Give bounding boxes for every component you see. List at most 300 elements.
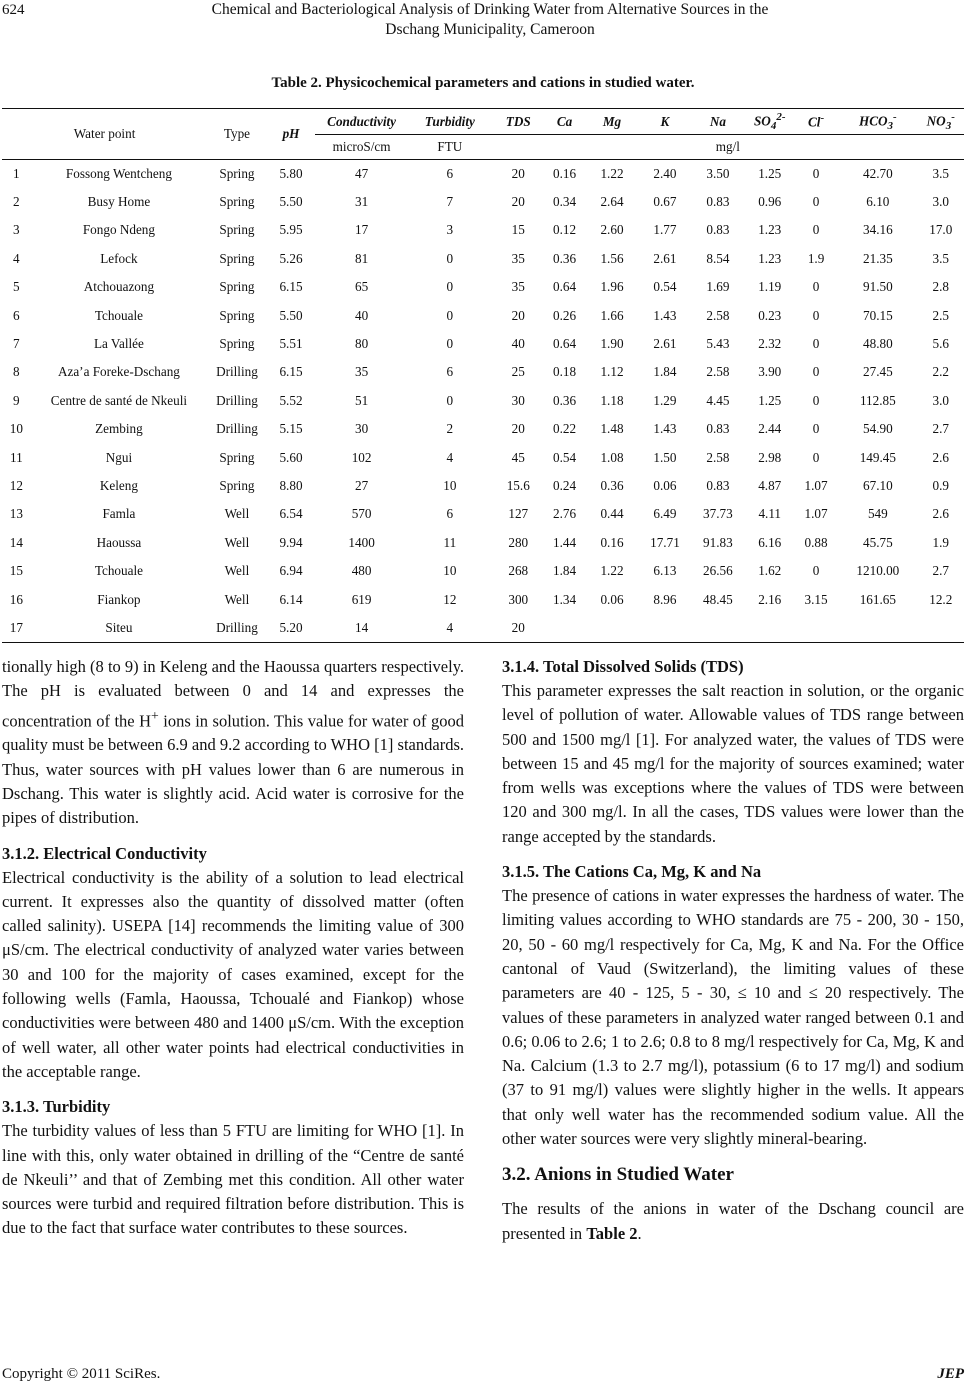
table-cell: 1.50 [653,449,677,465]
header-tds: TDS [505,113,531,129]
table-cell: 6 [446,165,454,181]
table-row [2,245,964,273]
row-index: 2 [13,194,20,210]
table-cell: 5.15 [279,421,303,437]
table-cell: Spring [219,279,255,295]
table-cell: 0.64 [553,336,577,352]
table-cell: 0.24 [553,477,577,493]
table-cell: 1.84 [553,563,577,579]
table-cell: Well [224,591,250,607]
page-number: 624 [2,2,25,18]
heading-3-1-2: 3.1.2. Electrical Conductivity [2,843,207,863]
paragraph-cations: The presence of cations in water expresses the hardness of water. The limiting values according to WHO standards are 75 - 200, 30 - 150, 20, 50 - 60 mg/l respectively for Ca, Mg, K and Na. For the Office cantonal of Vaud (Switzerland), the limiting values of these parameters are 40 - 125, 5 - 30, ≤ 10 and ≤ 20 respectively. The values of these parameters in analyzed water ranged between 0.1 and 0.6; 0.06 to 2.6; 1 to 2.6; 0.8 to 8 mg/l respectively for Ca, Mg, K and Na. Calcium (1.3 to 2.7 mg/l), potassium (6 to 17 mg/l) and sodium (37 to 91 mg/l) values were slightly higher in the wells. It appears that only well water has the recommended sodium value. All the other water sources were very slightly mineral-bearing. [502,886,964,1149]
row-index: 15 [9,563,23,579]
table-cell: 6.49 [653,506,677,522]
anions-text: The results of the anions in water of the Dschang council are presented in [502,1199,964,1243]
table-cell: 5.95 [279,222,303,238]
table-cell: 0.22 [553,421,577,437]
table-cell: 0 [812,336,820,352]
table-cell: 6.15 [279,279,303,295]
header-k: K [660,113,670,129]
table-cell: 26.56 [703,563,733,579]
table-cell: 9.94 [279,534,303,550]
table-cell: 3.5 [932,165,950,181]
table-cell: 0.06 [653,477,677,493]
table-cell: Drilling [216,421,258,437]
table-cell: 1.44 [553,534,577,550]
table-cell: 1.08 [600,449,624,465]
table-cell: 0.23 [758,307,782,323]
table-cell: 67.10 [863,477,893,493]
table-cell: 48.45 [703,591,733,607]
water-point-name: Haoussa [96,534,142,550]
water-point-name: Keleng [99,477,138,493]
table-cell: 0.06 [600,591,624,607]
table-cell: 6.94 [279,563,303,579]
table-cell: 6.16 [758,534,782,550]
table-row [2,614,964,642]
table-cell: 1.22 [600,563,624,579]
table-cell [640,614,691,642]
table-cell: 1.69 [706,279,730,295]
table-cell: 2.40 [653,165,677,181]
table-cell: 4 [446,619,454,635]
table-cell: 0 [446,307,454,323]
table-cell: Spring [219,250,255,266]
table-cell: 3.0 [932,392,950,408]
table-cell: 30 [511,392,525,408]
paragraph-anions [502,1197,964,1246]
table-cell: 8.54 [706,250,730,266]
table-row [2,387,964,415]
table-cell: 0.67 [653,194,677,210]
water-point-name: Atchouazong [83,279,155,295]
table-cell: 6 [446,364,454,380]
table-cell: 65 [355,279,369,295]
table-cell: 4.45 [706,392,730,408]
table-cell: 0.96 [758,194,782,210]
table-cell: 45 [511,449,525,465]
paragraph-turbidity: The turbidity values of less than 5 FTU are limiting for WHO [1]. In line with this, only water obtained in drilling of the “Centre de santé de Nkeuli’’ and that of Zembing met this condition. All other water sources were turbid and required filtration before distribution. This is due to the fact that surface water contributes to these sources. [2,1121,464,1238]
header-no3: $NO_3^-$ [926,110,955,133]
header-ph: pH [282,126,300,141]
table-cell: 1.25 [758,165,782,181]
table-cell: 6.10 [866,194,890,210]
header-turbidity: Turbidity [408,109,492,135]
table-row [2,188,964,216]
paragraph-ph: tionally high (8 to 9) in Keleng and the Haoussa quarters respectively. The pH is evaluated between 0 and 14 and expresses the concentration of the H+ ions in solution. This value for water of good quality must be between 6.9 and 9.2 according to WHO [1] standards. Thus, water sources with pH values lower than 6 are numerous in Dschang. This water is slightly acid. Acid water is corrosive for the pipes of distribution. [2,657,465,828]
heading-3-1-4: 3.1.4. Total Dissolved Solids (TDS) [502,657,744,676]
table-cell: 2.5 [932,307,950,323]
water-point-name: Tchouale [94,563,143,579]
table-cell: 3.15 [804,591,828,607]
table-cell [584,614,639,642]
table-cell: 280 [508,534,529,550]
footer-journal: JEP [937,1366,964,1382]
table-cell: 70.15 [863,307,893,323]
row-index: 10 [9,421,23,437]
table-cell: 0.9 [932,477,950,493]
header-na: Na [709,113,726,129]
table-cell: 12.2 [929,591,953,607]
header-conductivity: Conductivity [315,109,408,135]
table-cell: 27.45 [863,364,893,380]
unit-turbidity: FTU [437,139,463,154]
table-cell: 1.56 [600,250,624,266]
table-cell: 34.16 [863,222,893,238]
table-cell: 20 [511,421,525,437]
table-row [2,443,964,471]
table-cell: 1.25 [758,392,782,408]
table-caption: Table 2. Physicochemical parameters and cations in studied water. [271,75,695,91]
table-cell: Drilling [216,392,258,408]
table-row [2,415,964,443]
table-cell: 112.85 [859,392,896,408]
water-point-name: Centre de santé de Nkeuli [50,392,188,408]
table-cell: 12 [443,591,457,607]
header-ca: Ca [556,113,573,129]
water-point-name: Siteu [105,619,133,635]
table-cell: 0 [812,449,820,465]
table-cell: 0.36 [600,477,624,493]
table-cell: 6.15 [279,364,303,380]
table-cell: 2.60 [600,222,624,238]
row-index: 11 [9,449,23,465]
table-cell: 40 [511,336,525,352]
table-cell: 0.54 [553,449,577,465]
table-cell: 42.70 [863,165,893,181]
water-point-name: Tchouale [94,307,143,323]
table-cell: 7 [446,194,454,210]
table-cell: 0 [446,392,454,408]
table-cell: 127 [508,506,529,522]
table-cell: 2.98 [758,449,782,465]
table-cell: Spring [219,449,255,465]
table-cell: 1.23 [758,250,782,266]
table-cell: 0 [812,222,820,238]
table-cell: 300 [508,591,529,607]
table-cell: 1.22 [600,165,624,181]
table-cell: 6.14 [279,591,303,607]
row-index: 3 [13,222,20,238]
table-cell: 1.12 [600,364,624,380]
table-cell: 54.90 [863,421,893,437]
table-cell: 0 [446,279,454,295]
table-cell: 0.54 [653,279,677,295]
table-cell: Well [224,563,250,579]
water-point-name: Aza’a Foreke-Dschang [57,364,180,380]
table-cell: 35 [355,364,369,380]
table-cell: 47 [355,165,369,181]
table-cell: 0.36 [553,250,577,266]
table-cell: 5.6 [932,336,950,352]
table-cell: 5.52 [279,392,303,408]
table-cell: 1.96 [600,279,624,295]
table-cell: 17.0 [929,222,953,238]
row-index: 1 [13,165,20,181]
table-cell [838,614,917,642]
table-cell [745,614,794,642]
water-point-name: Fiankop [97,591,141,607]
table-cell: 17 [355,222,369,238]
table-row [2,160,964,188]
table-cell: 25 [511,364,525,380]
table-cell: 3.0 [932,194,950,210]
table-cell: 0.83 [706,477,730,493]
anions-end: . [637,1223,642,1243]
table-cell: 5.50 [279,194,303,210]
table-cell: 31 [355,194,369,210]
table-cell: 40 [355,307,369,323]
table-cell: 0.16 [553,165,577,181]
table-row [2,529,964,557]
table-row [2,358,964,386]
table-cell: 1.9 [932,534,950,550]
table-cell: 2.61 [653,336,677,352]
table-cell: 45.75 [863,534,893,550]
table-cell: 2.58 [706,364,730,380]
table-cell: 20 [511,165,525,181]
table-cell: 0.18 [553,364,577,380]
table-cell: 15.6 [506,477,530,493]
table-cell: 1.43 [653,307,677,323]
row-index: 5 [13,279,20,295]
table-cell: 0 [812,307,820,323]
table-cell: Spring [219,194,255,210]
table-cell: Spring [219,222,255,238]
table-cell: Drilling [216,619,258,635]
table-cell: 4 [446,449,454,465]
table-cell: 3.50 [706,165,730,181]
table-cell [545,614,585,642]
table-cell [794,614,838,642]
table-cell: 1.07 [804,506,828,522]
table-cell: 0 [812,364,820,380]
row-index: 7 [13,336,20,352]
table-cell: 48.80 [863,336,893,352]
table-row [2,330,964,358]
table-cell: 20 [511,194,525,210]
table-cell: 619 [351,591,372,607]
table-cell: 1.23 [758,222,782,238]
table-cell: 0 [812,165,820,181]
row-index: 9 [13,392,20,408]
table-cell: 5.50 [279,307,303,323]
table-cell: 2 [446,421,454,437]
table-cell: 0.44 [600,506,624,522]
table-cell: 10 [443,477,457,493]
table-body [2,160,964,643]
table-cell: Well [224,534,250,550]
table-cell: 2.6 [932,449,950,465]
header-so4: $SO_4^{2-}$ [753,110,786,133]
table-cell: 11 [443,534,457,550]
table-cell: Spring [219,307,255,323]
table-cell: 35 [511,279,525,295]
table-cell: 1.77 [653,222,677,238]
table-cell: 27 [355,477,369,493]
running-head-line-2: Dschang Municipality, Cameroon [385,21,595,38]
table-cell: 161.65 [859,591,896,607]
table-cell: 102 [351,449,372,465]
table-cell: 0.83 [706,222,730,238]
table-row [2,273,964,301]
table-cell: 30 [355,421,369,437]
table-cell: Well [224,506,250,522]
table-cell: 0 [812,392,820,408]
table-cell: 35 [511,250,525,266]
table-cell: 5.26 [279,250,303,266]
header-water-point: Water point [73,126,136,141]
table-cell: 4.87 [758,477,782,493]
table-cell: 1.48 [600,421,624,437]
table-cell: 0.83 [706,421,730,437]
heading-3-1-3: 3.1.3. Turbidity [2,1097,111,1117]
header-mg: Mg [602,113,622,129]
table-cell: Spring [219,336,255,352]
table-row [2,500,964,528]
row-index: 8 [13,364,20,380]
table-cell: 570 [351,506,372,522]
table-row [2,301,964,329]
table-cell: 0 [812,563,820,579]
table-cell: 1.29 [653,392,677,408]
paragraph-tds: This parameter expresses the salt reaction in solution, or the organic level of pollution of water. Allowable values of TDS range between 500 and 1500 mg/l [1]. For analyzed water, the values of TDS were between 15 and 45 mg/l for the majority of sources examined; water from wells was exceptions where the values of TDS were between 120 and 300 mg/l. In all the cases, TDS values were lower than the range accepted by the standards. [502,681,964,846]
table-cell: 0 [446,250,454,266]
table-cell [690,614,745,642]
table-cell: 1400 [348,534,375,550]
table-cell: 0 [812,421,820,437]
table-cell: 4.11 [758,506,782,522]
table-cell: 1.34 [553,591,577,607]
table-cell: 2.7 [932,563,950,579]
water-point-name: Zembing [95,421,143,437]
table-cell: 2.6 [932,506,950,522]
heading-3-1-5: 3.1.5. The Cations Ca, Mg, K and Na [502,862,762,882]
table-cell: 21.35 [863,250,893,266]
table-row [2,557,964,585]
table-cell: 1.07 [804,477,828,493]
table-cell: 0.36 [553,392,577,408]
table-cell: 3 [446,222,454,238]
table-cell: 1.19 [758,279,782,295]
water-point-name: Fossong Wentcheng [65,165,172,181]
table-cell: 0.34 [553,194,577,210]
table-cell: 0.16 [600,534,624,550]
water-point-name: La Vallée [93,336,144,352]
water-point-name: Famla [102,506,136,522]
table-cell: 2.58 [706,449,730,465]
water-point-name: Busy Home [87,194,151,210]
table-cell: 15 [511,222,525,238]
table-cell: 80 [355,336,369,352]
table-cell: 480 [351,563,372,579]
table-cell: 2.58 [706,307,730,323]
table-row [2,216,964,244]
left-column [2,655,464,1241]
row-index: 12 [9,477,23,493]
paragraph-conductivity: Electrical conductivity is the ability of a solution to lead electrical current. It expresses also the quantity of dissolved matter (often called salinity). USEPA [14] recommends the limiting value of 300 μS/cm. The electrical conductivity of analyzed water varies between 30 and 100 for the majority of cases examined, except for the following wells (Famla, Haoussa, Tchoualé and Fiankop) whose conductivities were between 480 and 1400 μS/cm. With the exception of well water, all other water points had electrical conductivities in the acceptable range. [2,867,464,1081]
table-cell: 2.44 [758,421,782,437]
table-cell: 3.5 [932,250,950,266]
table-cell: 1.62 [758,563,782,579]
table-cell: 1.9 [807,250,825,266]
table-row [2,585,964,613]
table-cell: 20 [511,307,525,323]
table-cell: 20 [511,619,525,635]
table-cell: 1.84 [653,364,677,380]
right-column [502,655,964,1246]
unit-conductivity: microS/cm [332,139,391,154]
table-cell: 10 [443,563,457,579]
table-cell: 2.61 [653,250,677,266]
running-head-line-1: Chemical and Bacteriological Analysis of Drinking Water from Alternative Sources in the [211,1,769,18]
table-cell [918,614,964,642]
row-index: 17 [9,619,23,635]
table-cell: 2.2 [932,364,950,380]
header-type: Type [223,126,251,141]
table-cell: 149.45 [859,449,896,465]
row-index: 16 [9,591,23,607]
table-cell: 1.43 [653,421,677,437]
table-cell: Spring [219,477,255,493]
table-cell: Spring [219,165,255,181]
table-cell: 2.32 [758,336,782,352]
row-index: 14 [9,534,23,550]
table-cell: 8.80 [279,477,303,493]
table-cell: 0.83 [706,194,730,210]
table-cell: 2.76 [553,506,577,522]
table-cell: 0.26 [553,307,577,323]
table-cell: 2.16 [758,591,782,607]
table-cell: 0 [812,279,820,295]
table-cell: 3.90 [758,364,782,380]
table-cell: 2.7 [932,421,950,437]
table-cell: 2.8 [932,279,950,295]
table-row [2,472,964,500]
table-cell: 549 [867,506,888,522]
table-cell: 0 [812,194,820,210]
unit-mgl: mg/l [492,135,964,160]
table-cell: 268 [508,563,529,579]
water-point-name: Fongo Ndeng [82,222,155,238]
table-cell: Drilling [216,364,258,380]
heading-3-2: 3.2. Anions in Studied Water [502,1164,734,1186]
running-head [150,0,830,40]
water-point-name: Lefock [100,250,138,266]
table-cell: 5.60 [279,449,303,465]
table-cell: 1.18 [600,392,624,408]
table-cell: 1210.00 [856,563,900,579]
table-cell: 1.66 [600,307,624,323]
table-cell: 81 [355,250,369,266]
table-cell: 5.20 [279,619,303,635]
header-cl: Cl- [807,112,825,130]
table-cell: 51 [355,392,369,408]
physicochemical-table [2,108,964,643]
table-cell: 6 [446,506,454,522]
table-cell: 5.80 [279,165,303,181]
row-index: 4 [13,250,20,266]
table-cell: 6.54 [279,506,303,522]
table-cell: 0 [446,336,454,352]
table-cell: 91.83 [703,534,733,550]
table-cell: 91.50 [863,279,893,295]
table-cell: 1.90 [600,336,624,352]
table-cell: 0.12 [553,222,577,238]
row-index: 6 [13,307,20,323]
table-cell: 8.96 [653,591,677,607]
